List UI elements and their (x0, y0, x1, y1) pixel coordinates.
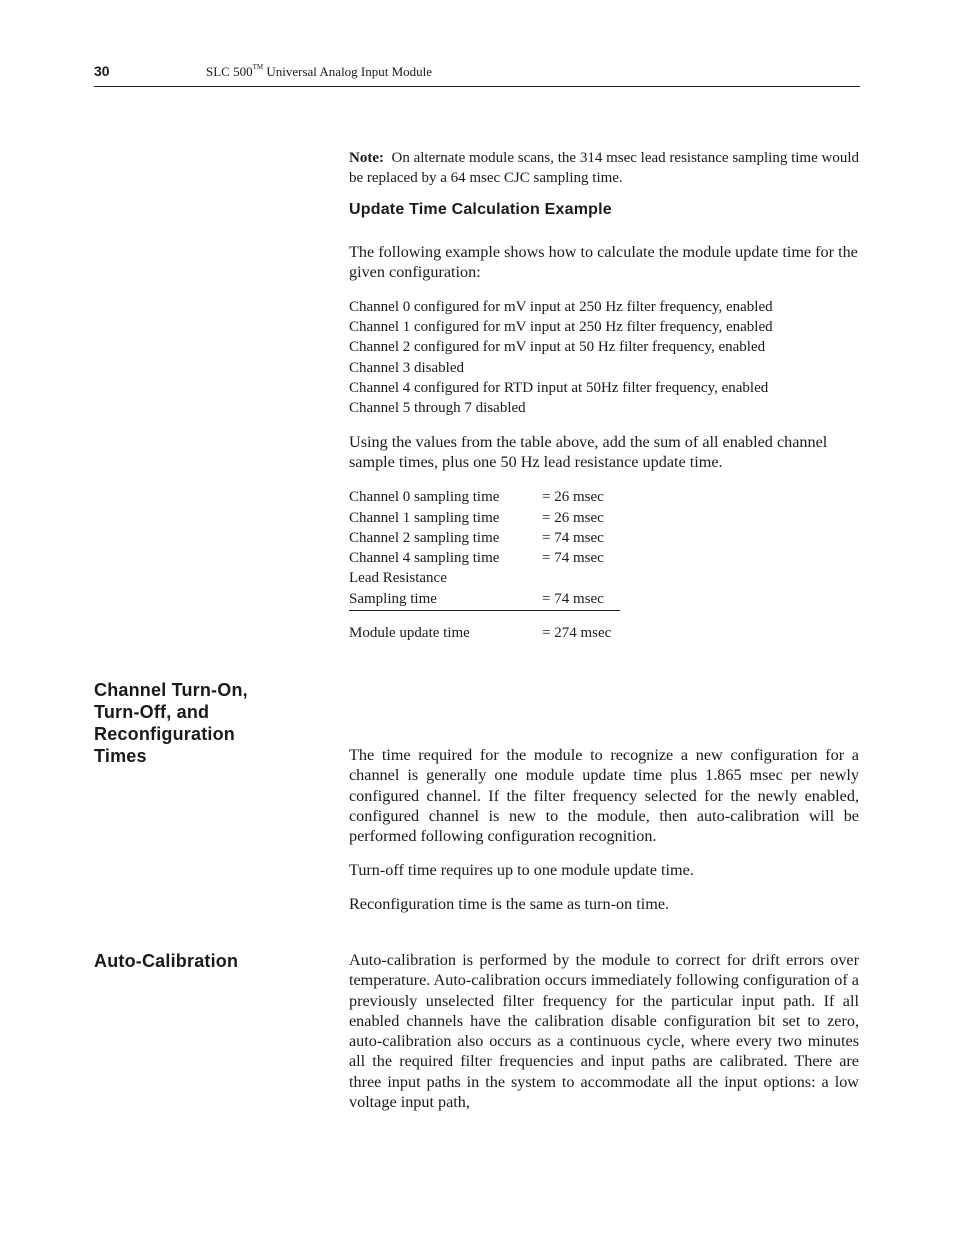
calc-value: = 74 msec (542, 530, 604, 546)
config-line: Channel 0 configured for mV input at 250 Hz filter frequency, enabled (349, 299, 773, 315)
reconfiguration-paragraph: Reconfiguration time is the same as turn-on time. (349, 895, 670, 913)
config-line: Channel 2 configured for mV input at 50 Hz filter frequency, enabled (349, 339, 766, 356)
calc-label: Channel 1 sampling time (349, 510, 500, 526)
heading-line: Times (94, 746, 147, 766)
turn-on-paragraph: The time required for the module to recognize a new configuration for a channel is generally one module update time plus 1.865 msec per newly configured channel. If the filter frequency selected for the newly enabled, configured channel is new to the module, then auto-calibration will be performed following configuration recognition. (349, 746, 859, 846)
config-list (349, 297, 859, 418)
sum-rule (349, 610, 620, 611)
calc-total-value: = 274 msec (542, 625, 612, 641)
calc-value: = 74 msec (542, 550, 604, 566)
calc-label: Channel 4 sampling time (349, 550, 500, 566)
calc-value: = 74 msec (542, 591, 604, 607)
config-line: Channel 3 disabled (349, 359, 464, 376)
trademark-mark: TM (252, 63, 264, 71)
example-heading: Update Time Calculation Example (349, 201, 612, 218)
heading-line: Reconfiguration (94, 724, 235, 744)
page-header (94, 62, 860, 87)
calc-label: Sampling time (349, 591, 437, 607)
calc-label: Channel 2 sampling time (349, 530, 500, 546)
calc-total-label: Module update time (349, 625, 470, 641)
turn-off-paragraph: Turn-off time requires up to one module update time. (349, 861, 694, 879)
heading-line: Channel Turn-On, (94, 680, 248, 700)
calc-value: = 26 msec (542, 510, 604, 526)
heading-line: Turn-Off, and (94, 702, 210, 722)
config-line: Channel 5 through 7 disabled (349, 400, 526, 417)
note-text: On alternate module scans, the 314 msec lead resistance sampling time would be replaced by a 64 msec CJC sampling time. (349, 150, 860, 187)
running-title (206, 64, 432, 80)
running-title-rest: Universal Analog Input Module (263, 64, 433, 79)
config-line: Channel 4 configured for RTD input at 50Hz filter frequency, enabled (349, 379, 769, 396)
auto-calibration-heading: Auto-Calibration (94, 951, 239, 971)
note-label: Note: (349, 150, 384, 166)
turn-on-heading (94, 679, 314, 767)
auto-calibration-paragraph: Auto-calibration is performed by the module to correct for drift errors over temperature. Auto-calibration occurs immediately following configuration of a previously unselected filter frequency for the particular input path. If all enabled channels have the calibration disable configuration bit set to zero, auto-calibration also occurs as a continuous cycle, where every two minutes all the required filter frequencies and input paths are calibrated. There are three input paths in the system to accommodate all the input options: a low voltage input path, (349, 951, 859, 1112)
page-number: 30 (94, 63, 110, 79)
example-explanation: Using the values from the table above, add the sum of all enabled channel sample times, plus one 50 Hz lead resistance update time. (349, 433, 828, 472)
example-intro: The following example shows how to calculate the module update time for the given configuration: (349, 243, 858, 282)
calc-value: = 26 msec (542, 489, 604, 505)
calc-label: Lead Resistance (349, 570, 447, 586)
config-line: Channel 1 configured for mV input at 250 Hz filter frequency, enabled (349, 319, 773, 336)
note-paragraph (349, 148, 859, 188)
calc-label: Channel 0 sampling time (349, 489, 500, 505)
running-title-main: SLC 500 (206, 64, 253, 79)
